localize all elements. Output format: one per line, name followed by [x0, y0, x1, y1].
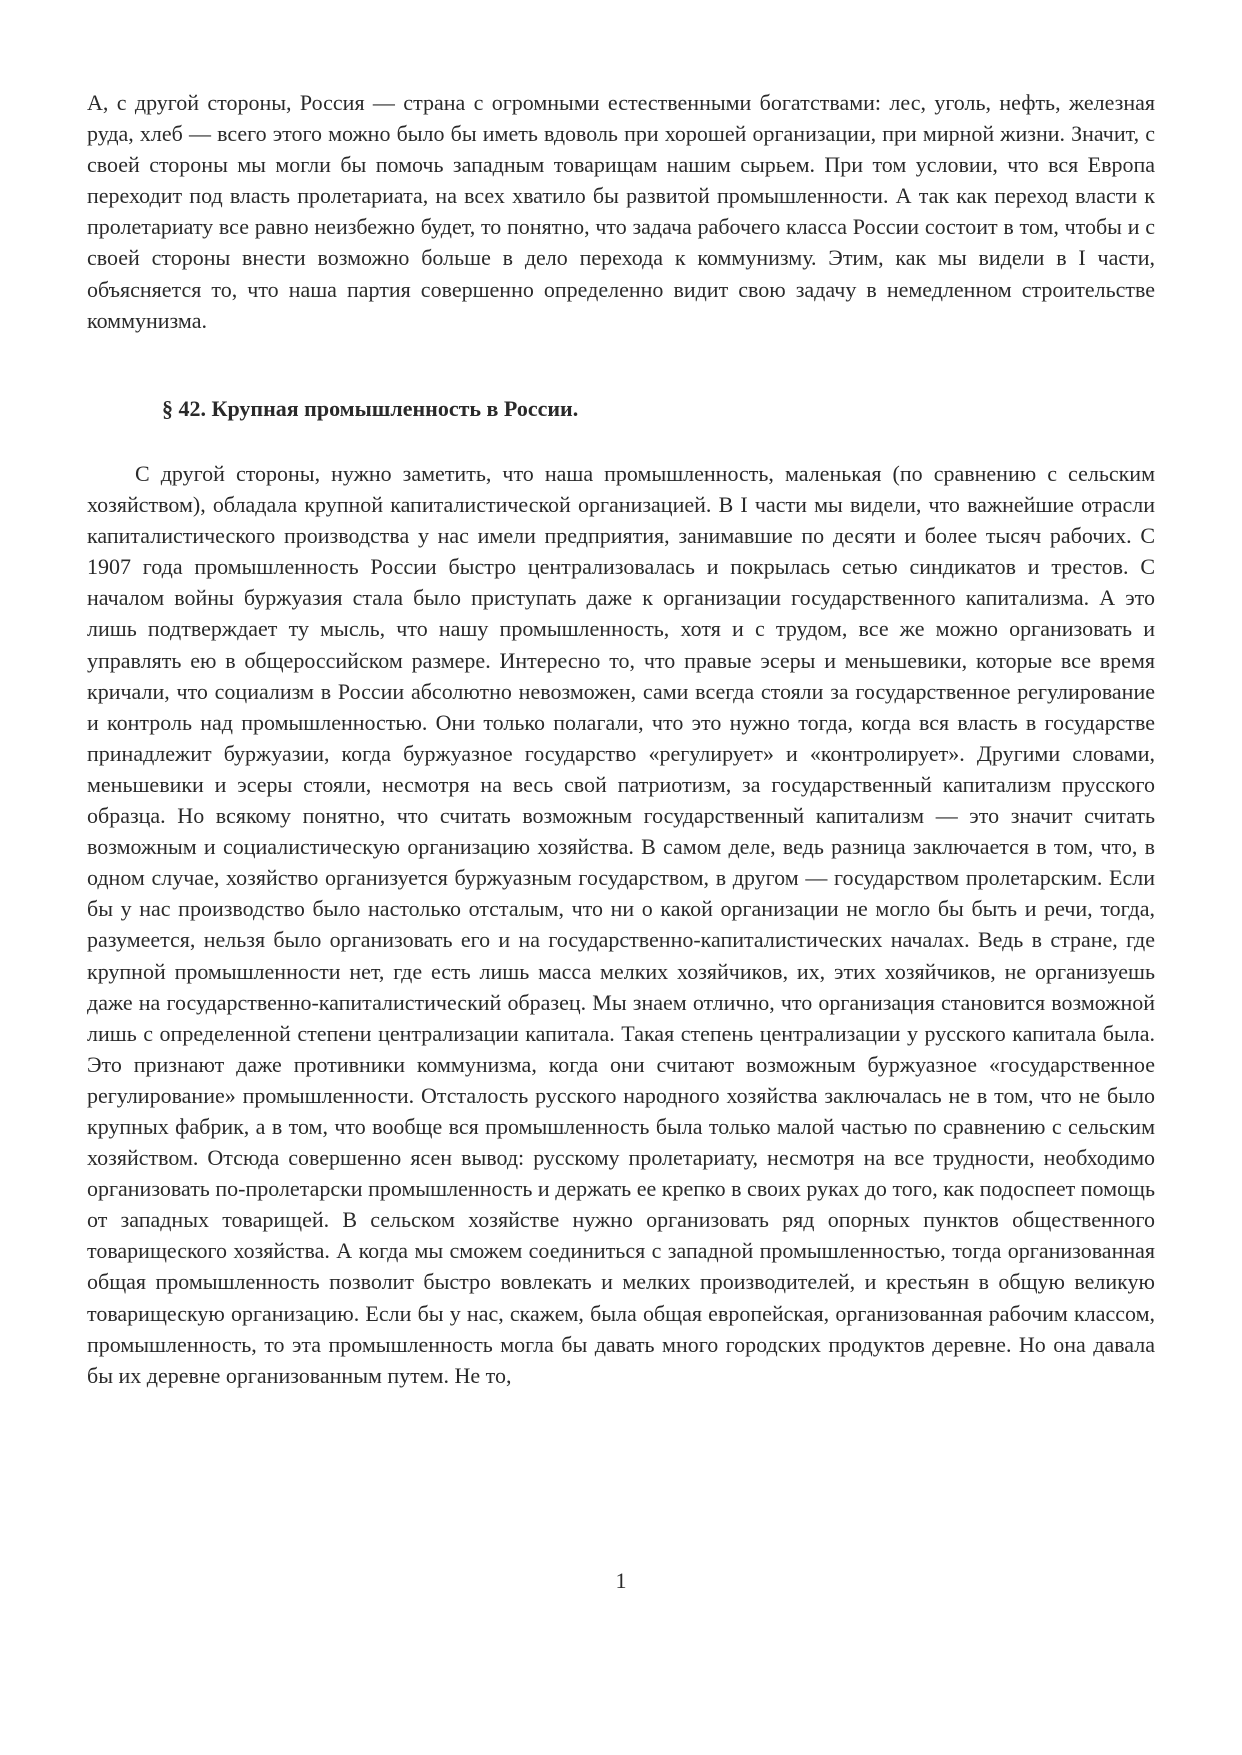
page-number: 1 — [615, 1568, 627, 1593]
section-heading: § 42. Крупная промышленность в России. — [162, 396, 579, 421]
paragraph-industry: С другой стороны, нужно заметить, что наша промышленность, маленькая (по сравнению с сельским хозяйством), обладала крупной капиталистической организацией. В I части мы видели, что важнейшие отрасли капиталистического производства у нас имели предприятия, занимавшие по десяти и более тысяч рабочих. С 1907 года промышленность России быстро централизовалась и покрылась сетью синдикатов и трестов. С началом войны буржуазия стала было приступать даже к организации государственного капитализма. А это лишь подтверждает ту мысль, что нашу промышленность, хотя и с трудом, все же можно организовать и управлять ею в общероссийском размере. Интересно то, что правые эсеры и меньшевики, которые все время кричали, что социализм в России абсолютно невозможен, сами всегда стояли за государственное регулирование и контроль над промышленностью. Они только полагали, что это нужно тогда, когда вся власть в государстве принадлежит буржуазии, когда буржуазное государство «регулирует» и «контролирует». Другими словами, меньшевики и эсеры стояли, несмотря на весь свой патриотизм, за государственный капитализм прусского образца. Но всякому понятно, что считать возможным государственный капитализм — это значит считать возможным и социалистическую организацию хозяйства. В самом деле, ведь разница заключается в том, что, в одном случае, хозяйство организуется буржуазным государством, в другом — государством пролетарским. Если бы у нас производство было настолько отсталым, что ни о какой организации не могло бы быть и речи, тогда, разумеется, нельзя было организовать его и на государственно-капиталистических началах. Ведь в стране, где крупной промышленности нет, где есть лишь масса мелких хозяйчиков, их, этих хозяйчиков, не организуешь даже на государственно-капиталистический образец. Мы знаем отлично, что организация становится возможной лишь с определенной степени централизации капитала. Такая степень централизации у русского капитала была. Это признают даже противники коммунизма, когда они считают возможным буржуазное «государственное регулирование» промышленности. Отсталость русского народного хозяйства заключалась не в том, что не было крупных фабрик, а в том, что вообще вся промышленность была только малой частью по сравнению с сельским хозяйством. Отсюда совершенно ясен вывод: русскому пролетариату, несмотря на все трудности, необходимо организовать по-пролетарски промышленность и держать ее крепко в своих руках до того, как подоспеет помощь от западных товарищей. В сельском хозяйстве нужно организовать ряд опорных пунктов общественного товарищеского хозяйства. А когда мы сможем соединиться с западной промышленностью, тогда организованная общая промышленность позволит быстро вовлекать и мелких производителей, и крестьян в общую великую товарищескую организацию. Если бы у нас, скажем, была общая европейская, организованная рабочим классом, промышленность, то эта промышленность могла бы давать много городских продуктов деревне. Но она давала бы их деревне организованным путем. Не то, — [87, 461, 1155, 1388]
paragraph-intro: А, с другой стороны, Россия — страна с огромными естественными богатствами: лес, уголь, нефть, железная руда, хлеб — всего этого можно было бы иметь вдоволь при хорошей организации, при мирной жизни. Значит, с своей стороны мы могли бы помочь западным товарищам нашим сырьем. При том условии, что вся Европа переходит под власть пролетариата, на всех хватило бы развитой промышленности. А так как переход власти к пролетариату все равно неизбежно будет, то понятно, что задача рабочего класса России состоит в том, чтобы и с своей стороны внести возможно больше в дело перехода к коммунизму. Этим, как мы видели в I части, объясняется то, что наша партия совершенно определенно видит свою задачу в немедленном строительстве коммунизма. — [87, 90, 1155, 333]
